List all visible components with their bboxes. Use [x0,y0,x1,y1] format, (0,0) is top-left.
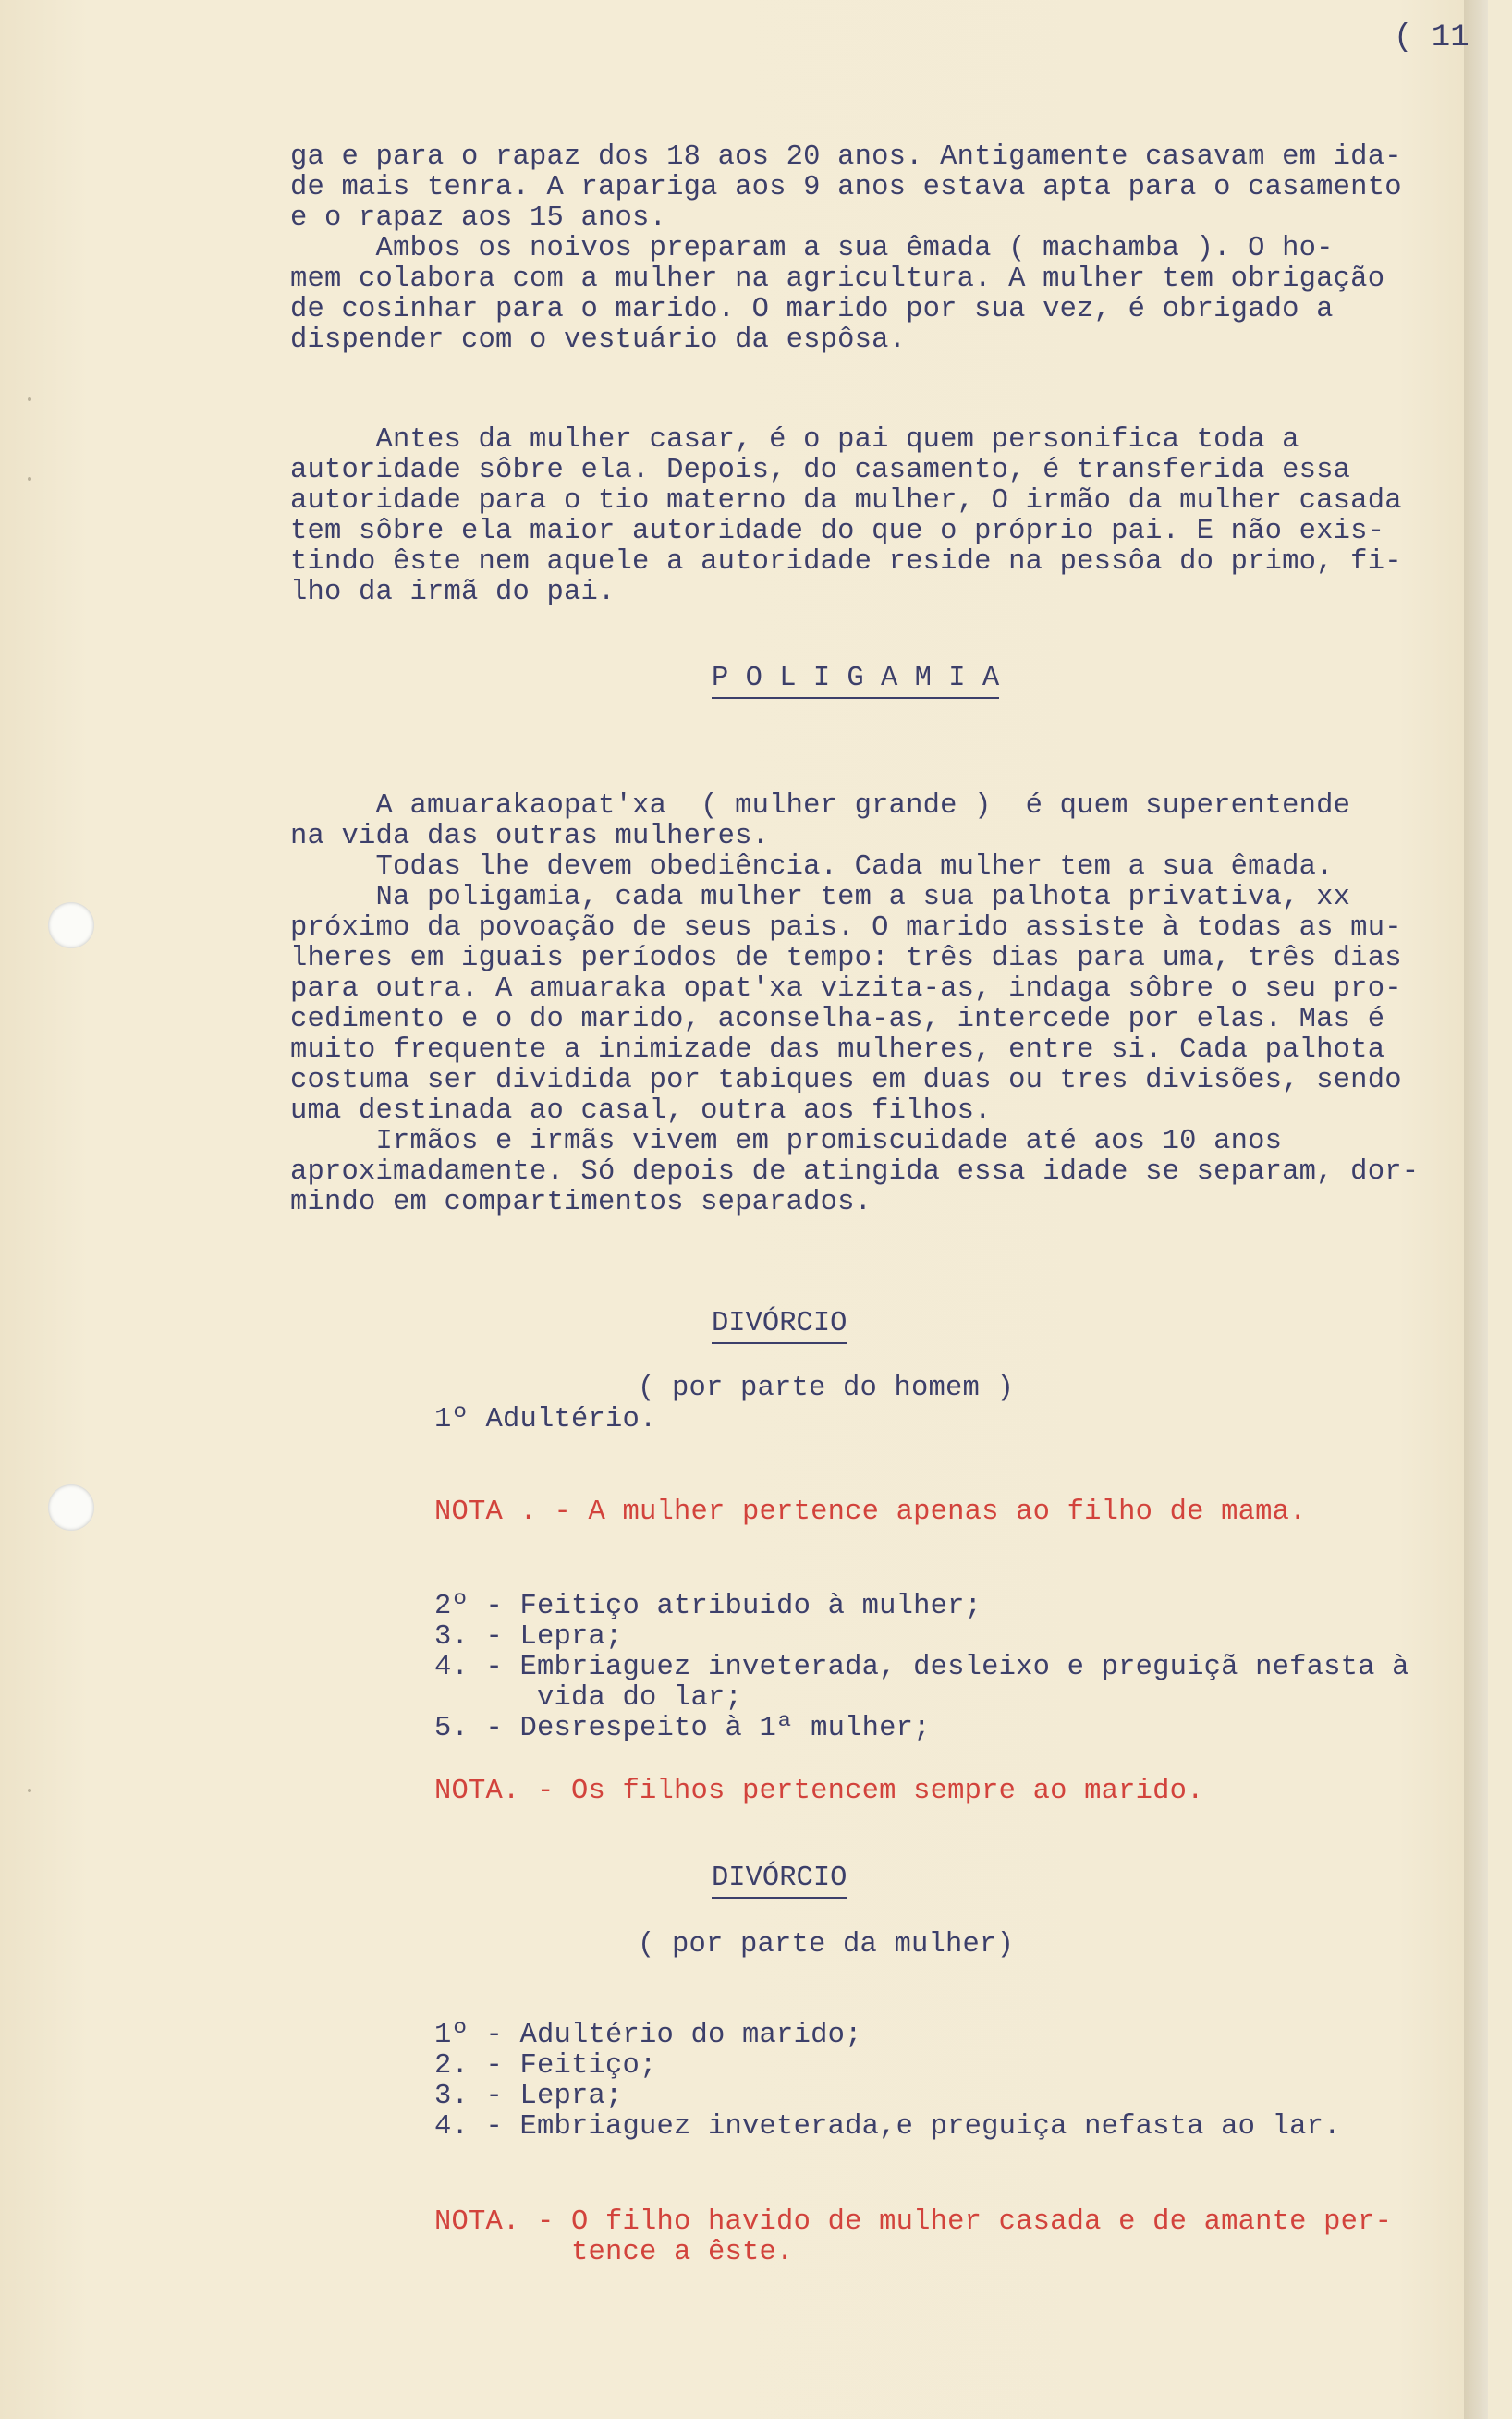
divorce-title-man: DIVÓRCIO [712,1309,847,1344]
divorce-man-list [434,1592,1479,1744]
paragraph-marriage [290,142,1482,356]
text-line: de cosinhar para o marido. O marido por sua vez, é obrigado a [290,294,1334,325]
list-item: 2º - Feitiço atribuido à mulher; [434,1591,982,1622]
list-item: 2. - Feitiço; [434,2050,657,2082]
divorce-man-first-wrap [434,1405,989,1436]
divorce-woman-list [434,2021,1479,2143]
text-line: Todas lhe devem obediência. Cada mulher tem a sua êmada. [290,851,1334,883]
divorce-man-note1-wrap [434,1497,1469,1528]
section-title-poligamia: P O L I G A M I A [712,664,999,699]
note-wife-belongs: NOTA . - A mulher pertence apenas ao filho de mama. [434,1497,1307,1528]
divorce-man-item-1: 1º Adultério. [434,1404,657,1436]
note-child-text: NOTA. - O filho havido de mulher casada e de amante per- [434,2206,1393,2238]
text-line: aproximadamente. Só depois de atingida essa idade se separam, dor- [290,1156,1420,1188]
text-line: mem colabora com a mulher na agricultura. A mulher tem obrigação [290,263,1385,295]
divorce-woman-note [434,2207,1479,2268]
text-line: de mais tenra. A rapariga aos 9 anos estava apta para o casamento [290,172,1402,203]
list-item: 3. - Lepra; [434,2081,623,2112]
list-item: 4. - Embriaguez inveterada, desleixo e preguiçã nefasta à [434,1652,1409,1683]
text-line: uma destinada ao casal, outra aos filhos. [290,1095,992,1127]
text-line: Antes da mulher casar, é o pai quem personifica toda a [290,424,1299,456]
divorce-title-woman: DIVÓRCIO [712,1863,847,1899]
text-line: autoridade sôbre ela. Depois, do casamento, é transferida essa [290,455,1351,486]
text-line: cedimento e o do marido, aconselha-as, intercede por elas. Mas é [290,1004,1385,1035]
list-item: 4. - Embriaguez inveterada,e preguiça nefasta ao lar. [434,2111,1341,2143]
text-line: muito frequente a inimizade das mulheres, entre si. Cada palhota [290,1034,1385,1066]
text-line: Irmãos e irmãs vivem em promiscuidade até aos 10 anos [290,1126,1283,1157]
paper-speck [28,397,31,401]
list-item: vida do lar; [434,1682,743,1714]
list-item: 5. - Desrespeito à 1ª mulher; [434,1713,931,1744]
paragraph-authority [290,425,1482,608]
text-line: costuma ser dividida por tabiques em duas ou tres divisões, sendo [290,1065,1402,1096]
punch-hole [48,902,94,948]
divorce-subtitle-woman-wrap [638,1930,1063,1961]
divorce-subtitle-woman: ( por parte da mulher) [638,1929,1015,1961]
section-poligamia [712,664,1063,699]
punch-hole [48,1484,94,1531]
text-line: dispender com o vestuário da espôsa. [290,324,907,356]
note-child-text: tence a êste. [434,2237,794,2268]
text-line: ga e para o rapaz dos 18 aos 20 anos. Antigamente casavam em ida- [290,141,1402,173]
paper-speck [28,1789,31,1792]
text-line: lheres em iguais períodos de tempo: três dias para uma, três dias [290,943,1402,974]
paper-speck [28,477,31,481]
divorce-subtitle-man: ( por parte do homem ) [638,1373,1015,1404]
text-line: para outra. A amuaraka opat'xa vizita-as, indaga sôbre o seu pro- [290,973,1402,1005]
text-line: tindo êste nem aquele a autoridade reside na pessôa do primo, fi- [290,546,1402,578]
text-line: Na poligamia, cada mulher tem a sua palhota privativa, xx [290,882,1351,913]
text-line: e o rapaz aos 15 anos. [290,202,667,234]
list-item: 3. - Lepra; [434,1621,623,1653]
text-line: na vida das outras mulheres. [290,821,770,852]
text-line: Ambos os noivos preparam a sua êmada ( machamba ). O ho- [290,233,1334,264]
section-divorce-woman [712,1863,896,1899]
text-line: mindo em compartimentos separados. [290,1187,872,1218]
divorce-man-note2-wrap [434,1777,1359,1807]
text-line: autoridade para o tio materno da mulher, O irmão da mulher casada [290,485,1402,517]
text-line: tem sôbre ela maior autoridade do que o próprio pai. E não exis- [290,516,1385,547]
note-children-belong: NOTA. - Os filhos pertencem sempre ao marido. [434,1776,1204,1807]
text-line: lho da irmã do pai. [290,577,616,608]
text-line: A amuarakaopat'xa ( mulher grande ) é quem superentende [290,790,1351,822]
paragraph-poligamia [290,791,1482,1218]
page-number: ( 11 [1394,20,1469,55]
list-item: 1º - Adultério do marido; [434,2020,862,2051]
section-divorce-man [712,1309,896,1344]
text-line: próximo da povoação de seus pais. O marido assiste à todas as mu- [290,912,1402,944]
divorce-subtitle-man-wrap [638,1374,1063,1404]
